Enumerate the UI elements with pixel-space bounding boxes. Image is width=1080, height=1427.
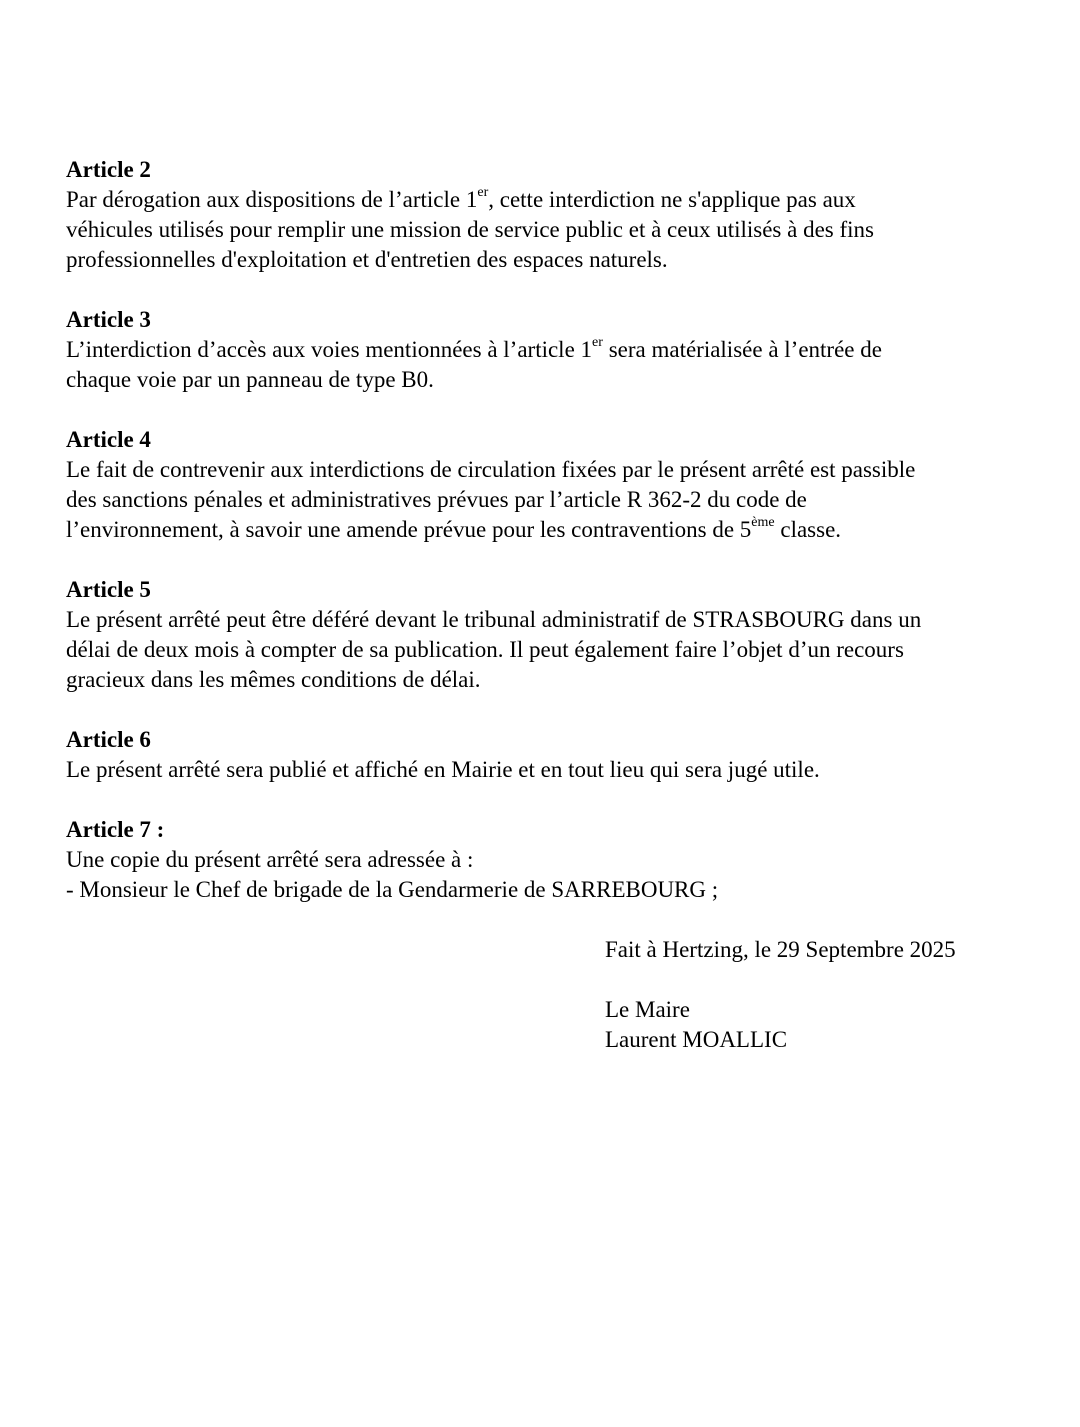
article-title: Article 7 :	[66, 817, 165, 842]
article-text-line: Le présent arrêté peut être déféré devant le tribunal administratif de STRASBOURG dans un	[66, 607, 922, 632]
article-text-line: - Monsieur le Chef de brigade de la Gendarmerie de SARREBOURG ;	[66, 877, 719, 902]
article-section	[66, 425, 1056, 545]
text-segment: L’interdiction d’accès aux voies mentionnées à l’article 1	[66, 337, 593, 362]
place-date: Fait à Hertzing, le 29 Septembre 2025	[605, 937, 956, 962]
article-section	[66, 155, 1056, 275]
signature-spacer	[605, 965, 1055, 995]
article-section	[66, 815, 1056, 905]
article-text-line: chaque voie par un panneau de type B0.	[66, 367, 434, 392]
article-text-line: véhicules utilisés pour remplir une mission de service public et à ceux utilisés à des fins	[66, 217, 874, 242]
text-segment: Par dérogation aux dispositions de l’article 1	[66, 187, 478, 212]
article-text-line: gracieux dans les mêmes conditions de délai.	[66, 667, 481, 692]
article-text-line	[66, 515, 1056, 545]
signature-block	[605, 935, 1055, 1055]
article-section	[66, 305, 1056, 395]
article-text-line: des sanctions pénales et administratives prévues par l’article R 362-2 du code de	[66, 487, 807, 512]
article-section	[66, 575, 1056, 695]
article-text-line: Le fait de contrevenir aux interdictions de circulation fixées par le présent arrêté est passible	[66, 457, 916, 482]
text-segment: sera matérialisée à l’entrée de	[602, 337, 882, 362]
article-title: Article 4	[66, 427, 151, 452]
article-text-line: délai de deux mois à compter de sa publication. Il peut également faire l’objet d’un recours	[66, 637, 904, 662]
article-text-line	[66, 185, 1056, 215]
signatory-name: Laurent MOALLIC	[605, 1027, 788, 1052]
article-title: Article 2	[66, 157, 151, 182]
article-text-line	[66, 335, 1056, 365]
article-title: Article 3	[66, 307, 151, 332]
ordinal-superscript: er	[592, 335, 603, 351]
article-section	[66, 725, 1056, 785]
text-segment: classe.	[774, 517, 842, 542]
article-text-line: Une copie du présent arrêté sera adressée à :	[66, 847, 474, 872]
text-segment: l’environnement, à savoir une amende prévue pour les contraventions de 5	[66, 517, 752, 542]
signatory-role: Le Maire	[605, 997, 690, 1022]
text-segment: , cette interdiction ne s'applique pas aux	[488, 187, 856, 212]
ordinal-superscript: er	[477, 185, 489, 201]
article-text-line: professionnelles d'exploitation et d'entretien des espaces naturels.	[66, 247, 668, 272]
article-text-line: Le présent arrêté sera publié et affiché en Mairie et en tout lieu qui sera jugé utile.	[66, 757, 820, 782]
ordinal-superscript: ème	[751, 515, 775, 531]
document-body	[66, 155, 1056, 935]
article-title: Article 6	[66, 727, 151, 752]
article-title: Article 5	[66, 577, 151, 602]
